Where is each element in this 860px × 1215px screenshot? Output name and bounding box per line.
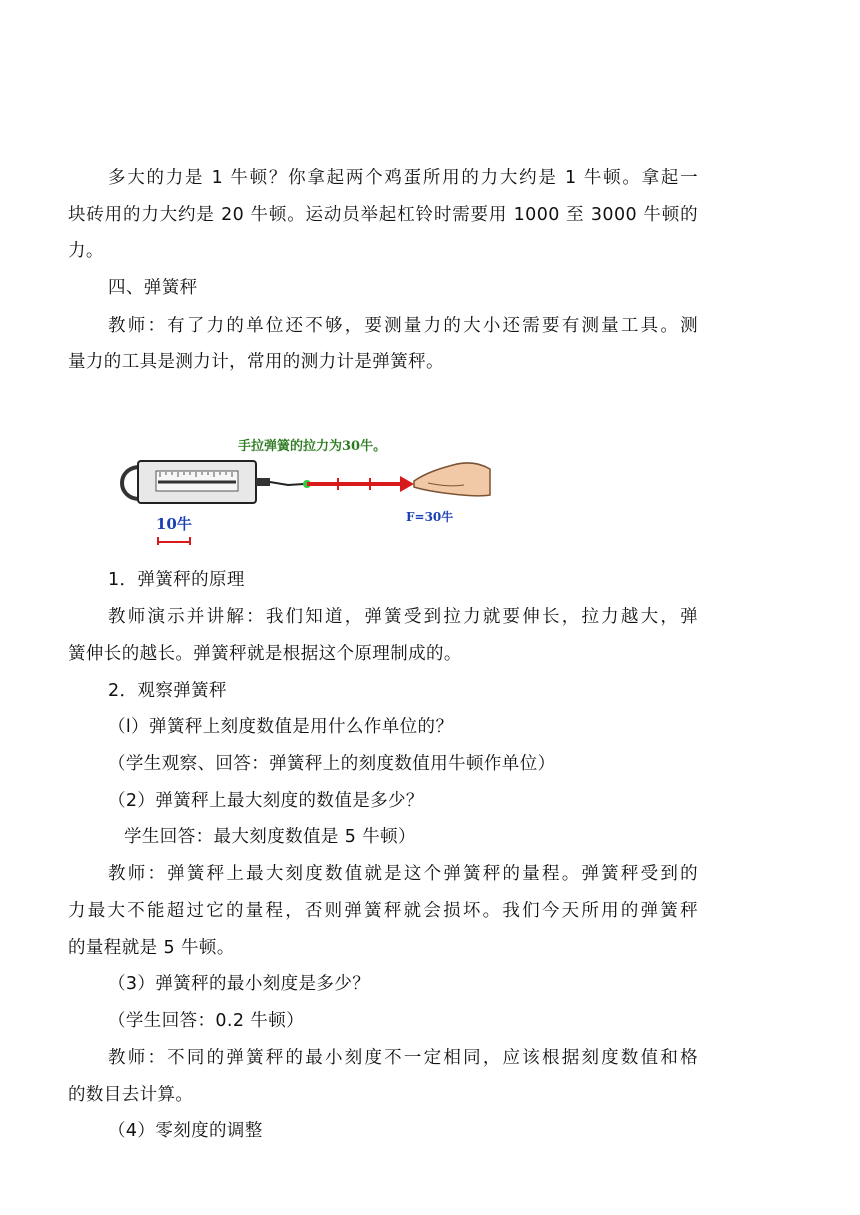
paragraph-line: 教师：弹簧秤上最大刻度数值就是这个弹簧秤的量程。弹簧秤受到的 <box>108 864 698 884</box>
paragraph-line: 的量程就是 5 牛顿。 <box>68 938 235 958</box>
section-heading: 四、弹簧秤 <box>108 278 198 298</box>
spring-scale-figure <box>108 425 498 555</box>
question-line: （4）零刻度的调整 <box>108 1121 263 1141</box>
unit-scale-label: 10牛 <box>156 515 192 533</box>
paragraph-line: 力最大不能超过它的量程，否则弹簧秤就会损坏。我们今天所用的弹簧秤 <box>68 901 698 921</box>
question-line: （2）弹簧秤上最大刻度的数值是多少？ <box>108 791 424 811</box>
answer-line: （学生回答：0.2 牛顿） <box>108 1011 305 1031</box>
figure-caption: 手拉弹簧的拉力为30牛。 <box>238 439 387 454</box>
paragraph-line: 教师：不同的弹簧秤的最小刻度不一定相同，应该根据刻度数值和格 <box>108 1048 698 1068</box>
paragraph-line: 簧伸长的越长。弹簧秤就是根据这个原理制成的。 <box>68 644 462 664</box>
paragraph-line: 块砖用的力大约是 20 牛顿。运动员举起杠铃时需要用 1000 至 3000 牛顿的 <box>68 205 698 225</box>
answer-line: （学生观察、回答：弹簧秤上的刻度数值用牛顿作单位） <box>108 754 556 774</box>
paragraph-line: 的数目去计算。 <box>68 1085 194 1105</box>
paragraph-line: 教师演示并讲解：我们知道，弹簧受到拉力就要伸长，拉力越大，弹 <box>108 607 698 627</box>
hand-icon <box>414 463 490 496</box>
question-line: （l）弹簧秤上刻度数值是用什么作单位的？ <box>108 717 454 737</box>
paragraph-line: 量力的工具是测力计，常用的测力计是弹簧秤。 <box>68 352 444 372</box>
force-label: F=30牛 <box>406 510 454 524</box>
section-heading: 1．弹簧秤的原理 <box>108 570 245 590</box>
paragraph-line: 多大的力是 1 牛顿？你拿起两个鸡蛋所用的力大约是 1 牛顿。拿起一 <box>108 168 698 188</box>
answer-line: 学生回答：最大刻度数值是 5 牛顿） <box>124 827 416 847</box>
paragraph-line: 教师：有了力的单位还不够，要测量力的大小还需要有测量工具。测 <box>108 316 698 336</box>
paragraph-line: 力。 <box>68 241 104 261</box>
question-line: （3）弹簧秤的最小刻度是多少？ <box>108 974 371 994</box>
section-heading: 2．观察弹簧秤 <box>108 681 227 701</box>
